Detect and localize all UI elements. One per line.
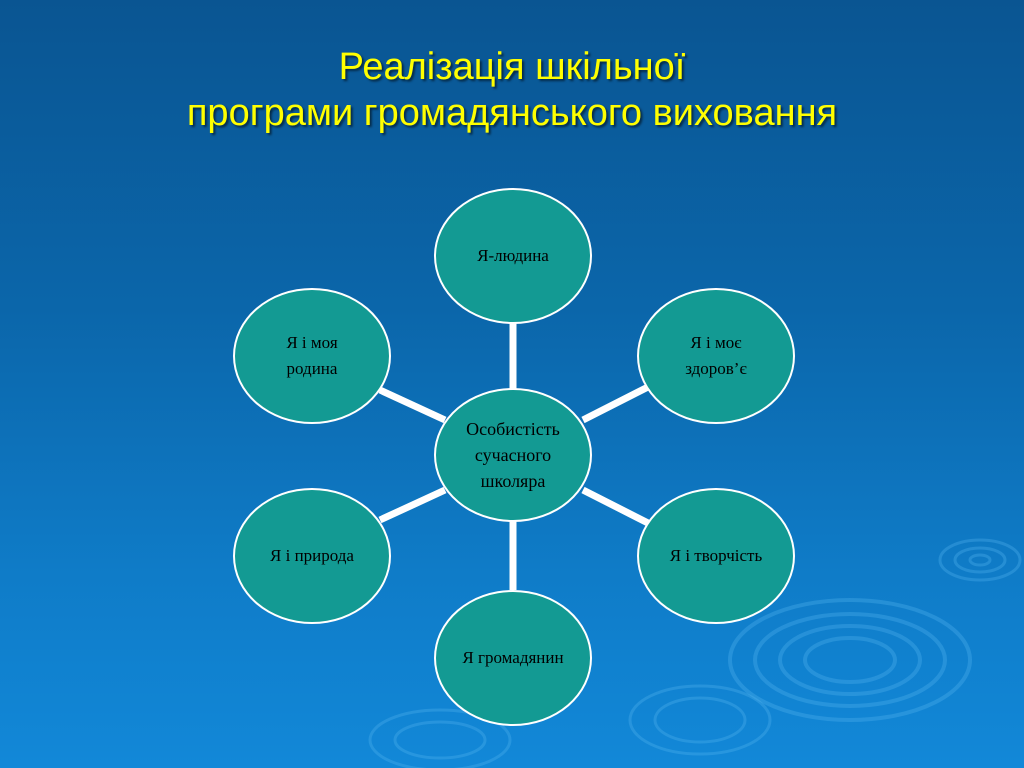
node-ya-i-moie-zdorovie: Я і моє здоров’є (637, 288, 795, 424)
node-ya-i-tvorchist: Я і творчість (637, 488, 795, 624)
node-ya-lyudyna: Я-людина (434, 188, 592, 324)
node-ya-i-pryroda: Я і природа (233, 488, 391, 624)
connector-top-right (583, 387, 648, 420)
slide-title-line-1: Реалізація шкільної (338, 46, 686, 88)
connector-top-left (380, 390, 445, 420)
connector-bottom-right (583, 490, 648, 523)
node-ya-i-moia-rodyna: Я і моя родина (233, 288, 391, 424)
node-ya-hromadianyn: Я громадянин (434, 590, 592, 726)
connector-bottom-left (380, 490, 445, 520)
slide-title-line-2: програми громадянського виховання (186, 92, 838, 134)
center-node: Особистість сучасного школяра (434, 388, 592, 522)
